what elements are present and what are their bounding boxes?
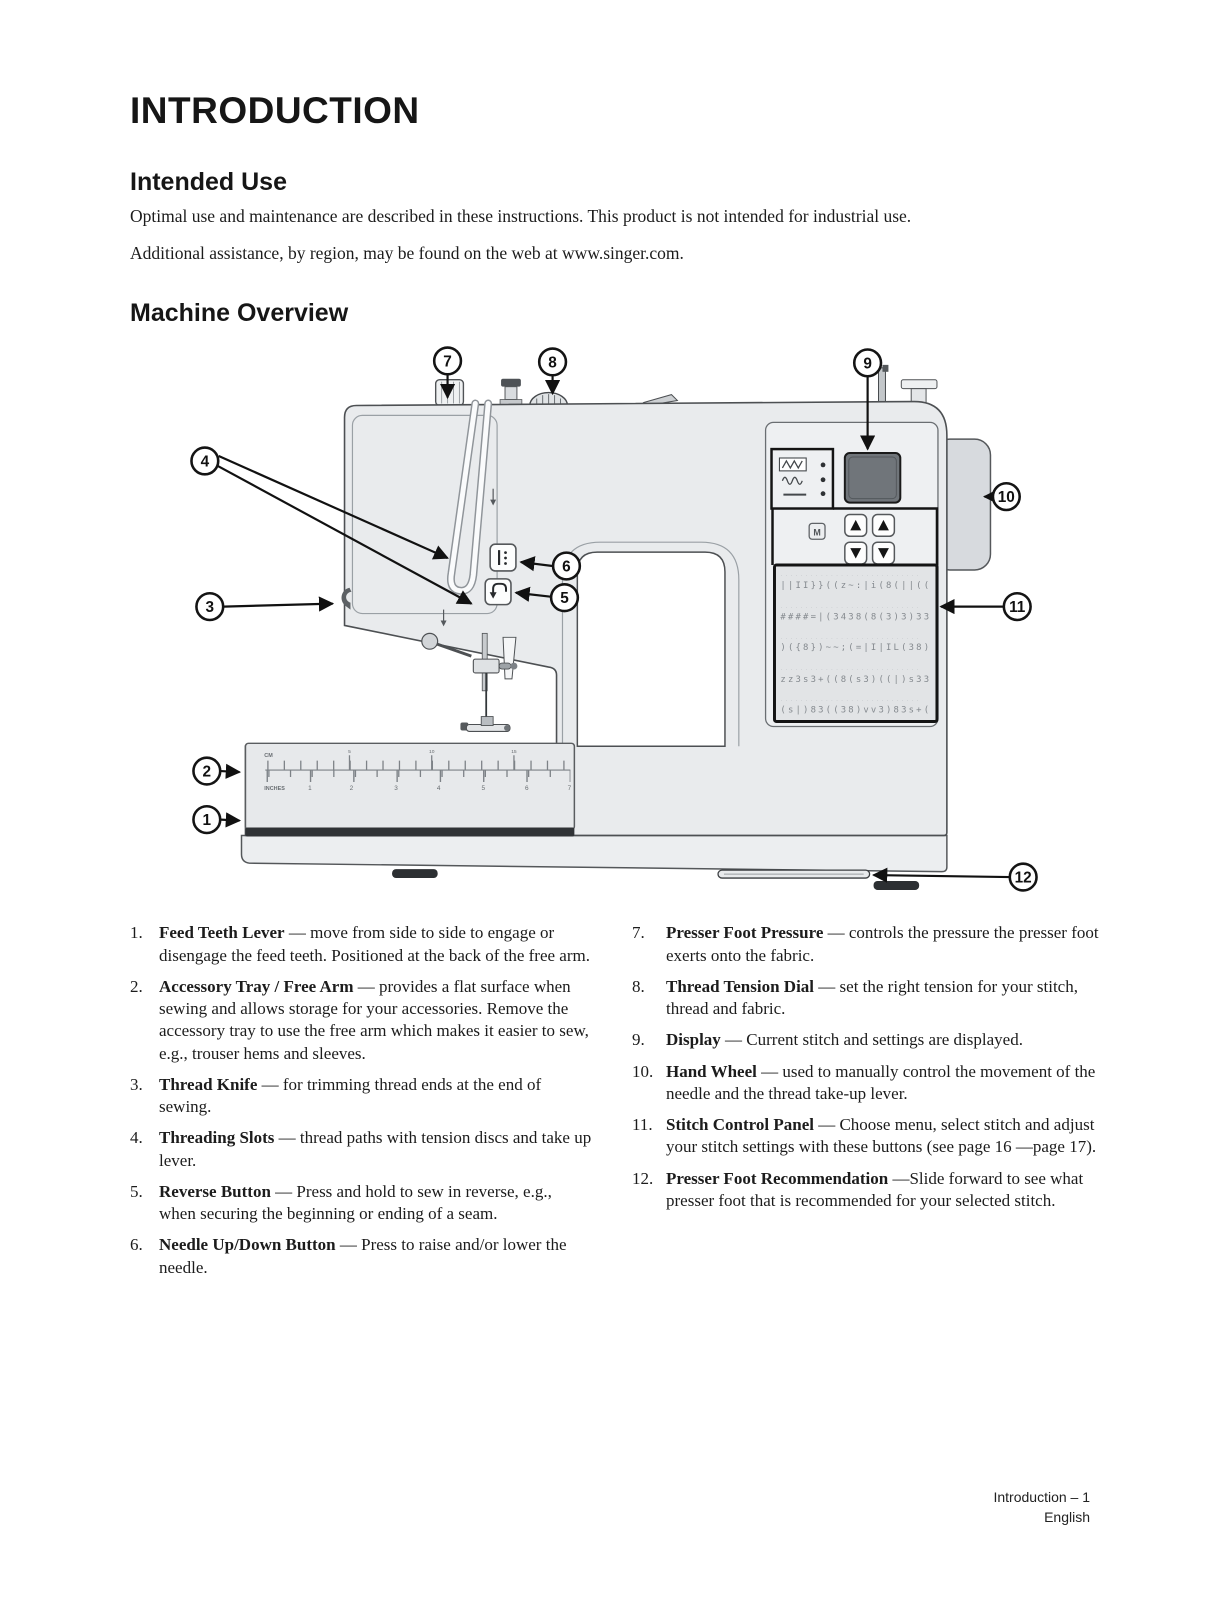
item-number: 5. bbox=[130, 1181, 143, 1201]
list-item bbox=[632, 976, 1100, 1021]
footer-page-number: Introduction – 1 bbox=[993, 1489, 1090, 1505]
stitch-row-nums: ···························· bbox=[780, 636, 922, 641]
machine-overview-heading: Machine Overview bbox=[130, 299, 349, 328]
list-item bbox=[130, 1074, 592, 1119]
stitch-row-nums: ···························· bbox=[780, 698, 922, 703]
item-number: 2. bbox=[130, 976, 143, 996]
item-number: 3. bbox=[130, 1074, 143, 1094]
part-desc: —Slide forward to see what presser foot that is recommended for your selected stitch. bbox=[666, 1168, 1084, 1210]
part-name: Accessory Tray / Free Arm bbox=[159, 976, 354, 996]
stitch-row-nums: ···························· bbox=[780, 605, 922, 610]
stitch-row-nums: ···························· bbox=[780, 574, 922, 579]
callout-9-label: 9 bbox=[863, 355, 872, 373]
callout-1 bbox=[193, 806, 220, 833]
item-text bbox=[666, 922, 1100, 967]
list-item bbox=[632, 1168, 1100, 1213]
callout-10 bbox=[993, 484, 1020, 511]
ruler-cm-10: 10 bbox=[428, 750, 435, 756]
callout-3 bbox=[196, 593, 223, 620]
thread-guide-post bbox=[500, 379, 522, 405]
part-name: Thread Tension Dial bbox=[666, 976, 815, 996]
callout-5-label: 5 bbox=[560, 590, 569, 608]
callout-10-label: 10 bbox=[997, 489, 1015, 507]
part-name: Display bbox=[666, 1030, 721, 1050]
led-dot-3 bbox=[821, 492, 826, 497]
part-desc: — Press and hold to sew in reverse, e.g., when securing the beginning or ending of a seam. bbox=[159, 1181, 552, 1224]
machine-diagram bbox=[188, 340, 1040, 900]
item-number: 8. bbox=[632, 976, 645, 996]
stitch-chart bbox=[774, 565, 936, 722]
list-item bbox=[632, 1061, 1100, 1106]
stitch-row-glyphs: zz3s3+((8(s3)((|)s33 bbox=[780, 675, 932, 686]
ruler-inch-5: 5 bbox=[481, 785, 486, 793]
callout-1-label: 1 bbox=[202, 812, 212, 830]
part-name: Needle Up/Down Button bbox=[159, 1235, 336, 1255]
part-name: Stitch Control Panel bbox=[666, 1115, 814, 1135]
callout-8 bbox=[539, 349, 566, 376]
list-item bbox=[130, 922, 592, 967]
callout-12 bbox=[1010, 864, 1037, 891]
parts-list-right-column bbox=[632, 922, 1100, 1288]
ruler-inch-1: 1 bbox=[308, 785, 312, 793]
zigzag-stitch-icon bbox=[779, 458, 806, 471]
item-text bbox=[159, 1234, 592, 1279]
stitch-row-glyphs: )({8})~~;(=|I|IL(38) bbox=[780, 643, 932, 654]
callout-4 bbox=[191, 448, 218, 475]
callout-8-label: 8 bbox=[548, 354, 557, 372]
list-item bbox=[632, 1114, 1100, 1159]
part-desc: — Press to raise and/or lower the needle. bbox=[159, 1235, 567, 1277]
part-desc: — provides a flat surface when sewing and allows storage for your accessories. Remove the accessory tray to use the free arm which makes it easier to sew, e.g., trouser hems and sleeves. bbox=[159, 976, 589, 1063]
presser-pressure-dial bbox=[436, 380, 464, 406]
part-name: Threading Slots bbox=[159, 1128, 275, 1148]
stitch-row-glyphs: (s|)83((38)vv3)83s+( bbox=[780, 705, 932, 716]
footer-language: English bbox=[1044, 1509, 1090, 1526]
led-dot-1 bbox=[821, 463, 826, 468]
callout-6 bbox=[553, 553, 580, 580]
item-text bbox=[666, 1061, 1100, 1106]
machine-foot-left bbox=[392, 869, 438, 878]
menu-button-label: M bbox=[813, 527, 821, 538]
part-desc: — set the right tension for your stitch, thread and fabric. bbox=[666, 976, 1078, 1019]
page-footer bbox=[993, 1487, 1090, 1528]
item-number: 12. bbox=[632, 1168, 654, 1188]
item-text bbox=[666, 976, 1100, 1021]
stitch-row-glyphs: ####=|(3438(8(3)3)33 bbox=[780, 612, 932, 623]
list-item bbox=[632, 1029, 1100, 1051]
ruler-inches-label: INCHES bbox=[264, 786, 285, 793]
item-text bbox=[159, 976, 592, 1065]
harp-opening bbox=[577, 552, 725, 746]
ruler-inch-7: 7 bbox=[567, 785, 572, 793]
part-name: Hand Wheel bbox=[666, 1061, 757, 1081]
item-number: 1. bbox=[130, 923, 143, 943]
part-desc: — Choose menu, select stitch and adjust your stitch settings with these buttons (see page 16 —page 17). bbox=[666, 1115, 1097, 1157]
machine-foot-right bbox=[874, 881, 920, 890]
ruler-cm-label: CM bbox=[264, 753, 273, 760]
ruler-inch-2: 2 bbox=[349, 785, 354, 793]
item-number: 4. bbox=[130, 1128, 143, 1148]
parts-list bbox=[130, 922, 1100, 1288]
part-desc: — thread paths with tension discs and take up lever. bbox=[159, 1128, 592, 1170]
part-name: Reverse Button bbox=[159, 1181, 271, 1201]
part-name: Presser Foot Pressure bbox=[666, 923, 824, 943]
callout-7-label: 7 bbox=[443, 353, 452, 371]
item-text bbox=[159, 1074, 592, 1119]
list-item bbox=[130, 1127, 592, 1172]
item-number: 9. bbox=[632, 1030, 645, 1050]
parts-list-left-column bbox=[130, 922, 592, 1288]
machine-base bbox=[241, 836, 946, 872]
item-number: 11. bbox=[632, 1115, 653, 1135]
callout-9 bbox=[854, 350, 881, 377]
item-text bbox=[666, 1114, 1100, 1159]
led-dot-2 bbox=[821, 478, 826, 483]
ruler-inch-4: 4 bbox=[436, 785, 441, 793]
item-text bbox=[666, 1168, 1100, 1213]
callout-2-label: 2 bbox=[202, 763, 212, 781]
intended-use-paragraph-1: Optimal use and maintenance are described in these instructions. This product is not intended for industrial use. bbox=[130, 206, 912, 226]
part-desc: — used to manually control the movement of the needle and the thread take-up lever. bbox=[666, 1061, 1096, 1103]
list-item bbox=[632, 922, 1100, 967]
intended-use-heading: Intended Use bbox=[130, 168, 287, 196]
item-number: 10. bbox=[632, 1061, 654, 1081]
callout-11-label: 11 bbox=[1009, 599, 1026, 617]
part-desc: — controls the pressure the presser foot exerts onto the fabric. bbox=[666, 923, 1099, 965]
list-item bbox=[130, 1181, 592, 1226]
callout-7 bbox=[434, 348, 461, 375]
part-desc: — move from side to side to engage or disengage the feed teeth. Positioned at the back of the free arm. bbox=[159, 923, 590, 965]
callout-2 bbox=[193, 758, 220, 785]
callout-4-label: 4 bbox=[200, 453, 210, 471]
callout-5 bbox=[551, 585, 578, 612]
item-text bbox=[159, 922, 592, 967]
ruler-inch-3: 3 bbox=[394, 785, 398, 793]
page-title: INTRODUCTION bbox=[130, 90, 420, 131]
stitch-row-nums: ···························· bbox=[780, 668, 922, 673]
item-text bbox=[159, 1181, 592, 1226]
recommendation-slot bbox=[718, 870, 870, 878]
needle-updown-button bbox=[490, 544, 516, 571]
menu-button bbox=[809, 524, 825, 540]
item-text bbox=[159, 1127, 592, 1172]
callout-3-label: 3 bbox=[205, 599, 215, 617]
callout-11 bbox=[1004, 593, 1031, 620]
item-text bbox=[666, 1029, 1023, 1051]
item-number: 6. bbox=[130, 1235, 143, 1255]
stitch-control-panel bbox=[766, 423, 938, 727]
ruler-cm-5: 5 bbox=[348, 750, 351, 756]
item-number: 7. bbox=[632, 923, 645, 943]
list-item bbox=[130, 1234, 592, 1279]
intended-use-paragraph-2: Additional assistance, by region, may be found on the web at www.singer.com. bbox=[130, 242, 684, 263]
callout-12-label: 12 bbox=[1014, 869, 1032, 887]
spool-holder bbox=[901, 380, 937, 404]
part-desc: — Current stitch and settings are displayed. bbox=[720, 1030, 1023, 1050]
ruler-cm-15: 15 bbox=[511, 750, 517, 756]
reverse-button bbox=[485, 579, 511, 605]
part-name: Presser Foot Recommendation bbox=[666, 1168, 889, 1188]
list-item bbox=[130, 976, 592, 1065]
display bbox=[845, 453, 900, 503]
ruler-inch-6: 6 bbox=[525, 785, 529, 793]
part-desc: — for trimming thread ends at the end of sewing. bbox=[159, 1074, 542, 1117]
callout-6-label: 6 bbox=[562, 558, 571, 576]
stitch-row-glyphs: ||II}}((z~:|i(8(||(( bbox=[780, 581, 932, 592]
part-name: Feed Teeth Lever bbox=[159, 923, 285, 943]
part-name: Thread Knife bbox=[159, 1074, 258, 1094]
